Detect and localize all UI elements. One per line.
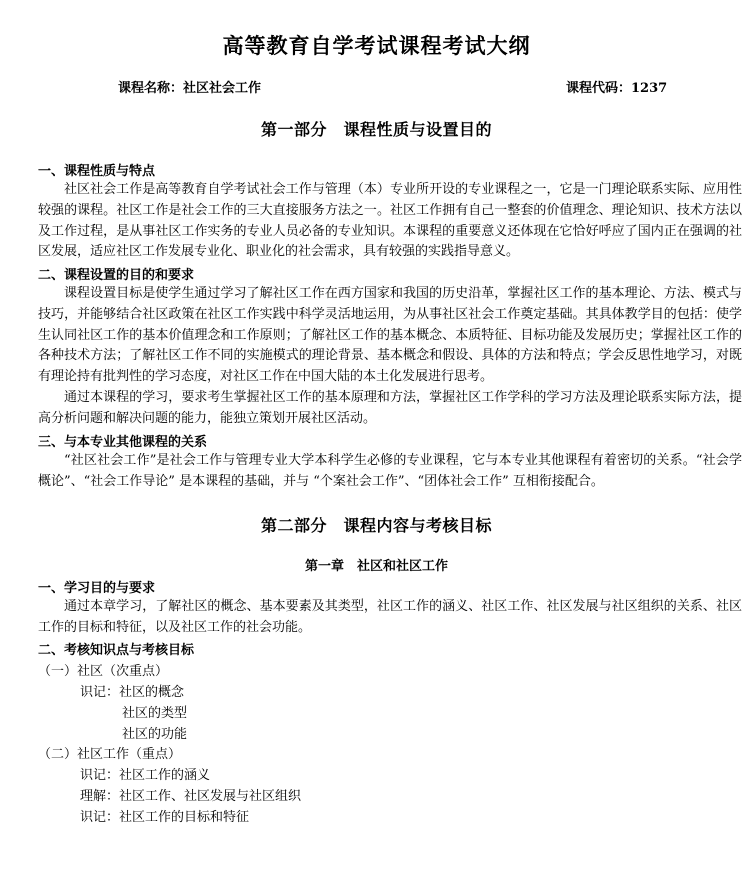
- chapter1-title: 第一章 社区和社区工作: [304, 559, 448, 574]
- subsection1-line2: 社区的类型: [122, 706, 188, 721]
- part2-section2-heading: 二、考核知识点与考核目标: [38, 643, 195, 658]
- part1-section2-paragraph2: 通过本课程的学习，要求考生掌握社区工作的基本原理和方法，掌握社区工作学科的学习方法及理论联系实际方法，提高分析问题和解决问题的能力，能独立策划开展社区活动。: [38, 390, 742, 426]
- part1-title: 第一部分 课程性质与设置目的: [260, 120, 492, 139]
- part2-title: 第二部分 课程内容与考核目标: [260, 516, 492, 535]
- part2-section1-heading: 一、学习目的与要求: [38, 581, 156, 596]
- part1-section3-heading: 三、与本专业其他课程的关系: [38, 435, 208, 450]
- subsection2-heading: （二）社区工作（重点）: [38, 747, 182, 762]
- part2-section1-paragraph: 通过本章学习，了解社区的概念、基本要素及其类型，社区工作的涵义、社区工作、社区发展与社区组织的关系、社区工作的目标和特征，以及社区工作的社会功能。: [38, 599, 742, 635]
- subsection2-line1: 识记：社区工作的涵义: [80, 768, 211, 783]
- document-title: 高等教育自学考试课程考试大纲: [222, 33, 531, 58]
- part1-section1-heading: 一、课程性质与特点: [38, 164, 156, 179]
- part1-section2-paragraph1: 课程设置目标是使学生通过学习了解社区工作在西方国家和我国的历史沿革，掌握社区工作的基本理论、方法、模式与技巧，并能够结合社区政策在社区工作实践中科学灵活地运用，为从事社区社会工作奠定基础。其具体教学目的包括：使学生认同社区工作的基本价值理念和工作原则；了解社区工作的基本概念、本质特征、目标功能及发展历史；掌握社区工作的各种技术方法；了解社区工作不同的实施模式的理论背景、基本概念和假设、具体的方法和特点；学会反思性地学习，对既有理论持有批判性的学习态度，对社区工作在中国大陆的本土化发展进行思考。: [38, 286, 742, 385]
- part1-section2-heading: 二、课程设置的目的和要求: [38, 268, 195, 283]
- subsection1-heading: （一）社区（次重点）: [38, 664, 169, 679]
- part1-section1-paragraph: 社区社会工作是高等教育自学考试社会工作与管理（本）专业所开设的专业课程之一，它是一门理论联系实际、应用性较强的课程。社区工作是社会工作的三大直接服务方法之一。社区工作拥有自己一整套的价值理念、理论知识、技术方法以及工作过程，是从事社区工作实务的专业人员必备的专业知识。本课程的重要意义还体现在它恰好呼应了国内正在强调的社区发展，适应社区工作发展专业化、职业化的社会需求，具有较强的实践指导意义。: [38, 182, 742, 260]
- subsection1-line1: 识记：社区的概念: [80, 685, 185, 700]
- subsection2-line3: 识记：社区工作的目标和特征: [80, 810, 250, 825]
- subsection2-line2: 理解：社区工作、社区发展与社区组织: [80, 789, 302, 804]
- subsection1-line3: 社区的功能: [122, 727, 188, 742]
- course-code: 课程代码：1237: [566, 81, 668, 96]
- part1-section3-paragraph: “社区社会工作”是社会工作与管理专业大学本科学生必修的专业课程，它与本专业其他课程有着密切的关系。“社会学概论”、“社会工作导论” 是本课程的基础，并与 “个案社会工作”、“团体社会工作” 互相衔接配合。: [38, 453, 742, 489]
- course-name: 课程名称：社区社会工作: [118, 81, 262, 96]
